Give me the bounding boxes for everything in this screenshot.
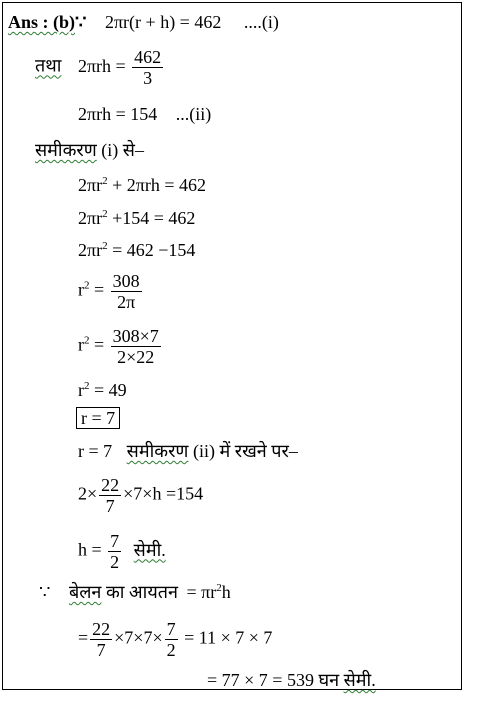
step-5: $r^2$ = $\frac{308\times 7}{2\times 22}$ — [78, 326, 159, 367]
equation-ii: 2πrh = 154 — [78, 104, 158, 124]
step-3: $2\pi r^2 = 462 -154$ — [78, 240, 196, 260]
step-h: 2× $\frac{22}{7}$ ×7×h =154 — [78, 475, 204, 516]
since-symbol: ∵ — [39, 582, 51, 602]
word-tatha: तथा — [35, 55, 62, 76]
result-box: r = 7 — [76, 407, 120, 429]
lhs: 2πrh = — [77, 55, 126, 76]
equation-ref: ...(ii) — [175, 104, 212, 124]
volume-line: ∵ बेलन का आयतन = $\pi r^2h$ — [39, 582, 231, 602]
answer-line — [8, 11, 279, 33]
h-result: h = $\frac{7}{2}$ सेमी. — [78, 531, 166, 572]
equation-ii-line — [78, 103, 211, 125]
substitute-line: r = 7 समीकरण (ii) में रखने पर– — [78, 441, 298, 461]
fraction: $\frac{7}{2}$ — [166, 619, 176, 660]
fraction: $\frac{22}{7}$ — [92, 619, 111, 660]
boxed-result — [76, 407, 120, 429]
word-samikaran: समीकरण — [126, 441, 189, 461]
word-rakhne-par: में रखने पर– — [219, 441, 298, 461]
unit-ghan: घन — [318, 670, 340, 690]
ref: (i) — [101, 140, 119, 160]
step-4: $r^2$ = $\frac{308}{2\pi}$ — [78, 271, 140, 312]
fraction: $\frac{308\times 7}{2\times 22}$ — [112, 326, 159, 367]
step-2: $2\pi r^2 +154 = 462$ — [78, 208, 196, 228]
fraction: $\frac{22}{7}$ — [101, 475, 120, 516]
line-samikaran — [35, 139, 144, 161]
solution-box — [2, 2, 462, 690]
fraction: $\frac{462}{3}$ — [134, 47, 162, 88]
unit-cm: सेमी. — [133, 539, 166, 560]
word-belan: बेलन — [68, 582, 102, 602]
equation-ref: ....(i) — [243, 12, 279, 32]
fraction: $\frac{7}{2}$ — [110, 531, 120, 572]
word-samikaran: समीकरण — [35, 140, 97, 160]
volume-result: = 77 × 7 = 539 घन सेमी. — [207, 670, 376, 690]
step-1: $2\pi r^2 + 2\pi rh = 462$ — [78, 175, 206, 195]
step-6: $r^2 = 49$ — [78, 380, 127, 400]
since-symbol: ∵ — [75, 12, 87, 32]
answer-label: Ans : (b) — [8, 12, 76, 32]
line-tatha — [35, 47, 165, 88]
volume-calc: = $\frac{22}{7}$ ×7×7× $\frac{7}{2}$ = 11 × 7 × 7 — [78, 619, 273, 660]
equation-i: 2πr(r + h) = 462 — [104, 12, 222, 32]
fraction: $\frac{308}{2\pi}$ — [112, 271, 140, 312]
unit-cm: सेमी. — [343, 670, 376, 690]
word-se: से– — [122, 140, 144, 160]
